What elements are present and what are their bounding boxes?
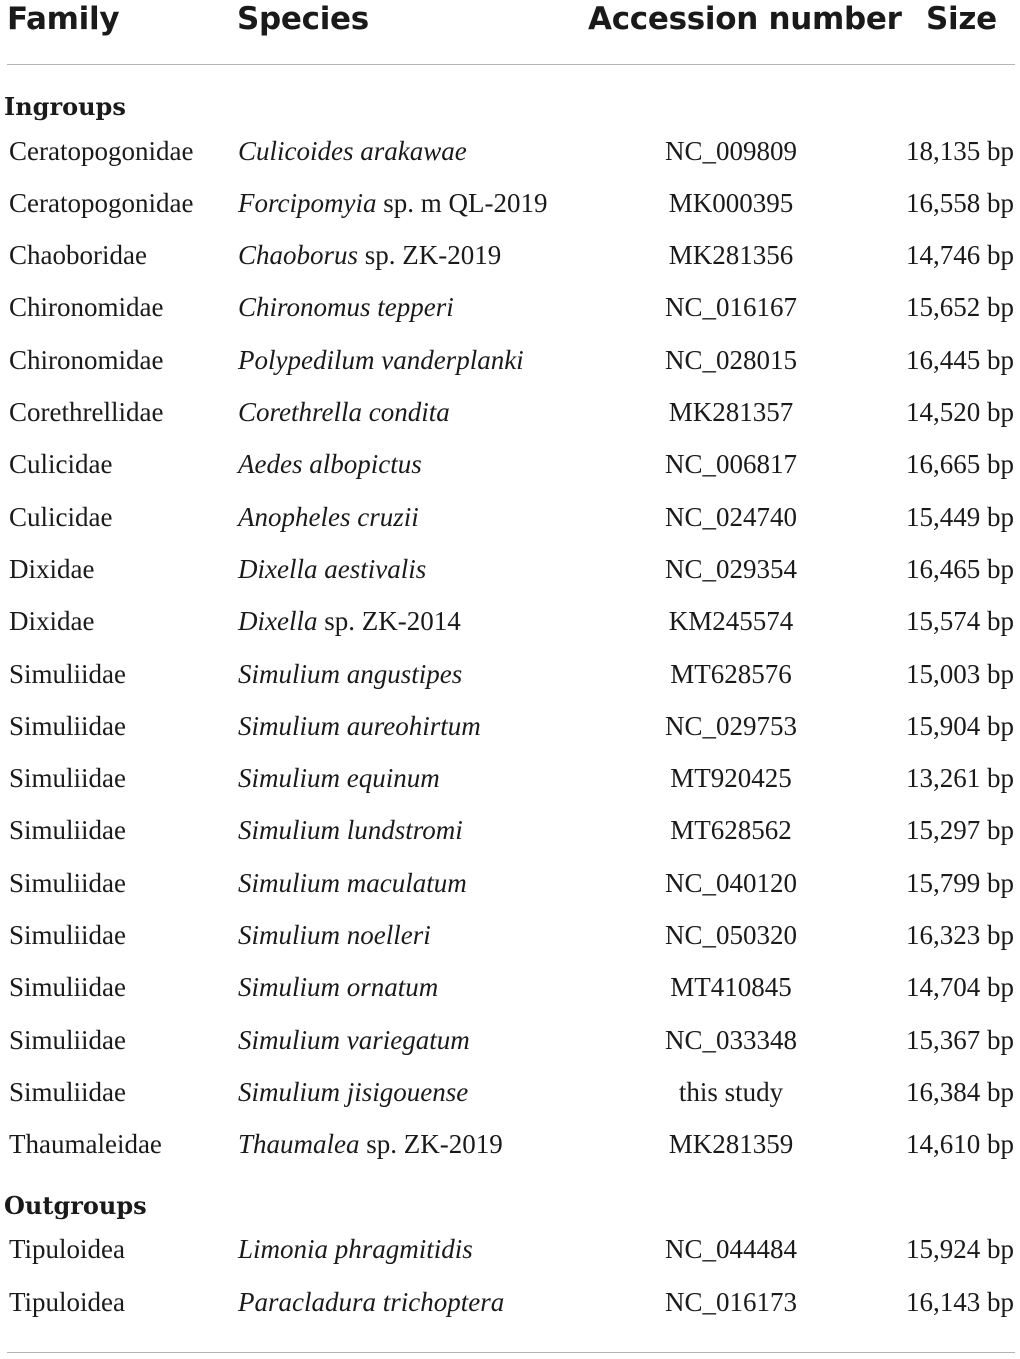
cell-species: [238, 502, 419, 533]
table-row: [0, 1129, 1020, 1169]
cell-size: 16,558 bp: [906, 187, 1014, 218]
cell-family: Culicidae: [9, 501, 113, 532]
table-row: [0, 1234, 1020, 1274]
species-name-suffix: sp. ZK-2019: [359, 1129, 503, 1160]
cell-size: 16,143 bp: [906, 1286, 1014, 1317]
cell-size: 15,003 bp: [906, 658, 1014, 689]
cell-family: Simuliidae: [9, 763, 126, 794]
column-header-family: Family: [7, 1, 120, 37]
species-name-italic: Dixella aestivalis: [238, 553, 427, 584]
cell-species: [238, 1234, 473, 1265]
cell-size: 16,465 bp: [906, 553, 1014, 584]
cell-family: Simuliidae: [9, 972, 126, 1003]
cell-family: Simuliidae: [9, 1076, 126, 1107]
cell-species: [238, 292, 454, 323]
cell-family: Thaumaleidae: [9, 1129, 162, 1160]
cell-family: Simuliidae: [9, 658, 126, 689]
species-name-italic: Limonia phragmitidis: [238, 1234, 473, 1265]
group-label-ingroups: Ingroups: [4, 92, 126, 121]
table-row: [0, 292, 1020, 332]
table-row: [0, 1025, 1020, 1065]
table-row: [0, 711, 1020, 751]
cell-accession-number: NC_009809: [664, 135, 797, 166]
species-name-suffix: sp. ZK-2014: [317, 606, 461, 637]
cell-species: [238, 397, 450, 428]
table-row: [0, 554, 1020, 594]
cell-accession-number: MK281356: [668, 240, 794, 271]
table-row: [0, 920, 1020, 960]
cell-family: Simuliidae: [9, 1024, 126, 1055]
species-name-italic: Polypedilum vanderplanki: [238, 344, 524, 375]
cell-species: [238, 868, 467, 899]
cell-family: Chironomidae: [9, 344, 164, 375]
cell-size: 14,520 bp: [906, 397, 1014, 427]
cell-accession-number: NC_033348: [664, 1024, 797, 1055]
cell-accession-number: NC_050320: [664, 920, 797, 950]
species-name-italic: Corethrella condita: [238, 397, 450, 427]
cell-size: 16,323 bp: [906, 920, 1014, 950]
table-row: [0, 659, 1020, 699]
species-name-italic: Simulium noelleri: [238, 920, 431, 950]
cell-family: Corethrellidae: [9, 397, 164, 427]
species-name-italic: Anopheles cruzii: [238, 501, 419, 532]
column-header-size: Size: [926, 1, 997, 37]
cell-accession-number: MK281357: [668, 397, 794, 427]
species-name-italic: Simulium lundstromi: [238, 815, 463, 846]
cell-accession-number: MT410845: [670, 972, 792, 1003]
species-name-italic: Simulium jisigouense: [238, 1076, 469, 1107]
cell-family: Culicidae: [9, 449, 113, 480]
cell-size: 15,924 bp: [906, 1234, 1014, 1265]
table-row: [0, 815, 1020, 855]
species-name-italic: Chaoborus: [238, 240, 359, 271]
cell-species: [238, 554, 426, 585]
cell-species: [238, 1129, 503, 1160]
cell-accession-number: MT920425: [670, 763, 792, 794]
cell-accession-number: MT628576: [670, 658, 792, 689]
cell-accession-number: MK000395: [668, 187, 794, 218]
cell-accession-number: NC_016173: [664, 1286, 797, 1317]
cell-size: 15,652 bp: [906, 292, 1014, 323]
cell-size: 18,135 bp: [906, 135, 1014, 166]
cell-accession-number: KM245574: [668, 606, 794, 637]
cell-species: [238, 1077, 468, 1108]
cell-family: Chaoboridae: [9, 240, 147, 271]
cell-species: [238, 1025, 470, 1056]
cell-size: 14,610 bp: [906, 1129, 1014, 1160]
cell-accession-number: NC_029354: [664, 553, 797, 584]
species-name-italic: Simulium angustipes: [238, 658, 463, 689]
species-name-italic: Paracladura trichoptera: [238, 1286, 505, 1317]
species-name-italic: Chironomus tepperi: [238, 292, 454, 323]
column-header-accession-number: Accession number: [588, 1, 902, 37]
table-row: [0, 763, 1020, 803]
table-row: [0, 502, 1020, 542]
cell-family: Tipuloidea: [9, 1286, 126, 1317]
cell-family: Chironomidae: [9, 292, 164, 323]
cell-size: 15,904 bp: [906, 710, 1014, 741]
species-name-italic: Thaumalea: [238, 1129, 360, 1160]
cell-family: Dixidae: [9, 553, 95, 584]
table-row: [0, 972, 1020, 1012]
cell-size: 13,261 bp: [906, 763, 1014, 794]
cell-family: Ceratopogonidae: [9, 187, 194, 218]
cell-species: [238, 711, 481, 742]
cell-size: 14,746 bp: [906, 240, 1014, 271]
cell-species: [238, 606, 461, 637]
cell-family: Dixidae: [9, 606, 95, 637]
cell-size: 16,384 bp: [906, 1076, 1014, 1107]
group-label-outgroups: Outgroups: [4, 1190, 147, 1220]
cell-species: [238, 136, 467, 167]
cell-species: [238, 920, 431, 951]
cell-accession-number: NC_040120: [664, 867, 797, 898]
table-row: [0, 606, 1020, 646]
species-name-italic: Simulium equinum: [238, 763, 440, 794]
cell-species: [238, 345, 524, 376]
table-row: [0, 240, 1020, 280]
table-row: [0, 188, 1020, 228]
cell-accession-number: NC_006817: [664, 449, 797, 480]
cell-accession-number: MK281359: [668, 1129, 794, 1160]
table-row: [0, 449, 1020, 489]
table-row: [0, 868, 1020, 908]
cell-species: [238, 240, 501, 271]
cell-species: [238, 763, 440, 794]
table-row: [0, 397, 1020, 437]
cell-accession-number: MT628562: [670, 815, 792, 846]
cell-size: 15,367 bp: [906, 1024, 1014, 1055]
cell-accession-number: NC_029753: [664, 710, 797, 741]
column-header-species: Species: [237, 1, 369, 37]
table-row: [0, 1287, 1020, 1327]
cell-family: Simuliidae: [9, 815, 126, 846]
cell-size: 15,297 bp: [906, 815, 1014, 846]
cell-size: 15,449 bp: [906, 501, 1014, 532]
species-name-suffix: sp. ZK-2019: [358, 240, 502, 271]
species-name-italic: Dixella: [238, 606, 318, 637]
cell-accession-number: NC_016167: [664, 292, 797, 323]
header-divider: [7, 64, 1015, 65]
species-name-italic: Simulium aureohirtum: [238, 710, 481, 741]
cell-species: [238, 188, 547, 219]
cell-family: Simuliidae: [9, 710, 126, 741]
cell-size: 15,574 bp: [906, 606, 1014, 637]
species-name-italic: Aedes albopictus: [238, 449, 422, 480]
cell-accession-number: NC_044484: [664, 1234, 797, 1265]
cell-accession-number: NC_028015: [664, 344, 797, 375]
table-row: [0, 1077, 1020, 1117]
cell-species: [238, 815, 463, 846]
table-row: [0, 136, 1020, 176]
cell-species: [238, 972, 438, 1003]
cell-accession-number: NC_024740: [664, 501, 797, 532]
table-header: [0, 0, 1020, 46]
species-name-italic: Simulium ornatum: [238, 972, 439, 1003]
species-name-italic: Simulium maculatum: [238, 867, 467, 898]
cell-family: Simuliidae: [9, 920, 126, 950]
cell-species: [238, 659, 462, 690]
table-bottom-divider: [7, 1352, 1015, 1353]
cell-species: [238, 1287, 504, 1318]
cell-family: Ceratopogonidae: [9, 135, 194, 166]
cell-family: Simuliidae: [9, 867, 126, 898]
cell-accession-number: this study: [678, 1076, 784, 1107]
cell-species: [238, 449, 422, 480]
cell-size: 14,704 bp: [906, 972, 1014, 1003]
cell-family: Tipuloidea: [9, 1234, 126, 1265]
species-name-suffix: sp. m QL-2019: [376, 187, 548, 218]
species-name-italic: Forcipomyia: [238, 187, 377, 218]
cell-size: 16,665 bp: [906, 449, 1014, 480]
cell-size: 15,799 bp: [906, 867, 1014, 898]
species-name-italic: Culicoides arakawae: [238, 135, 467, 166]
cell-size: 16,445 bp: [906, 344, 1014, 375]
table-row: [0, 345, 1020, 385]
species-name-italic: Simulium variegatum: [238, 1024, 470, 1055]
